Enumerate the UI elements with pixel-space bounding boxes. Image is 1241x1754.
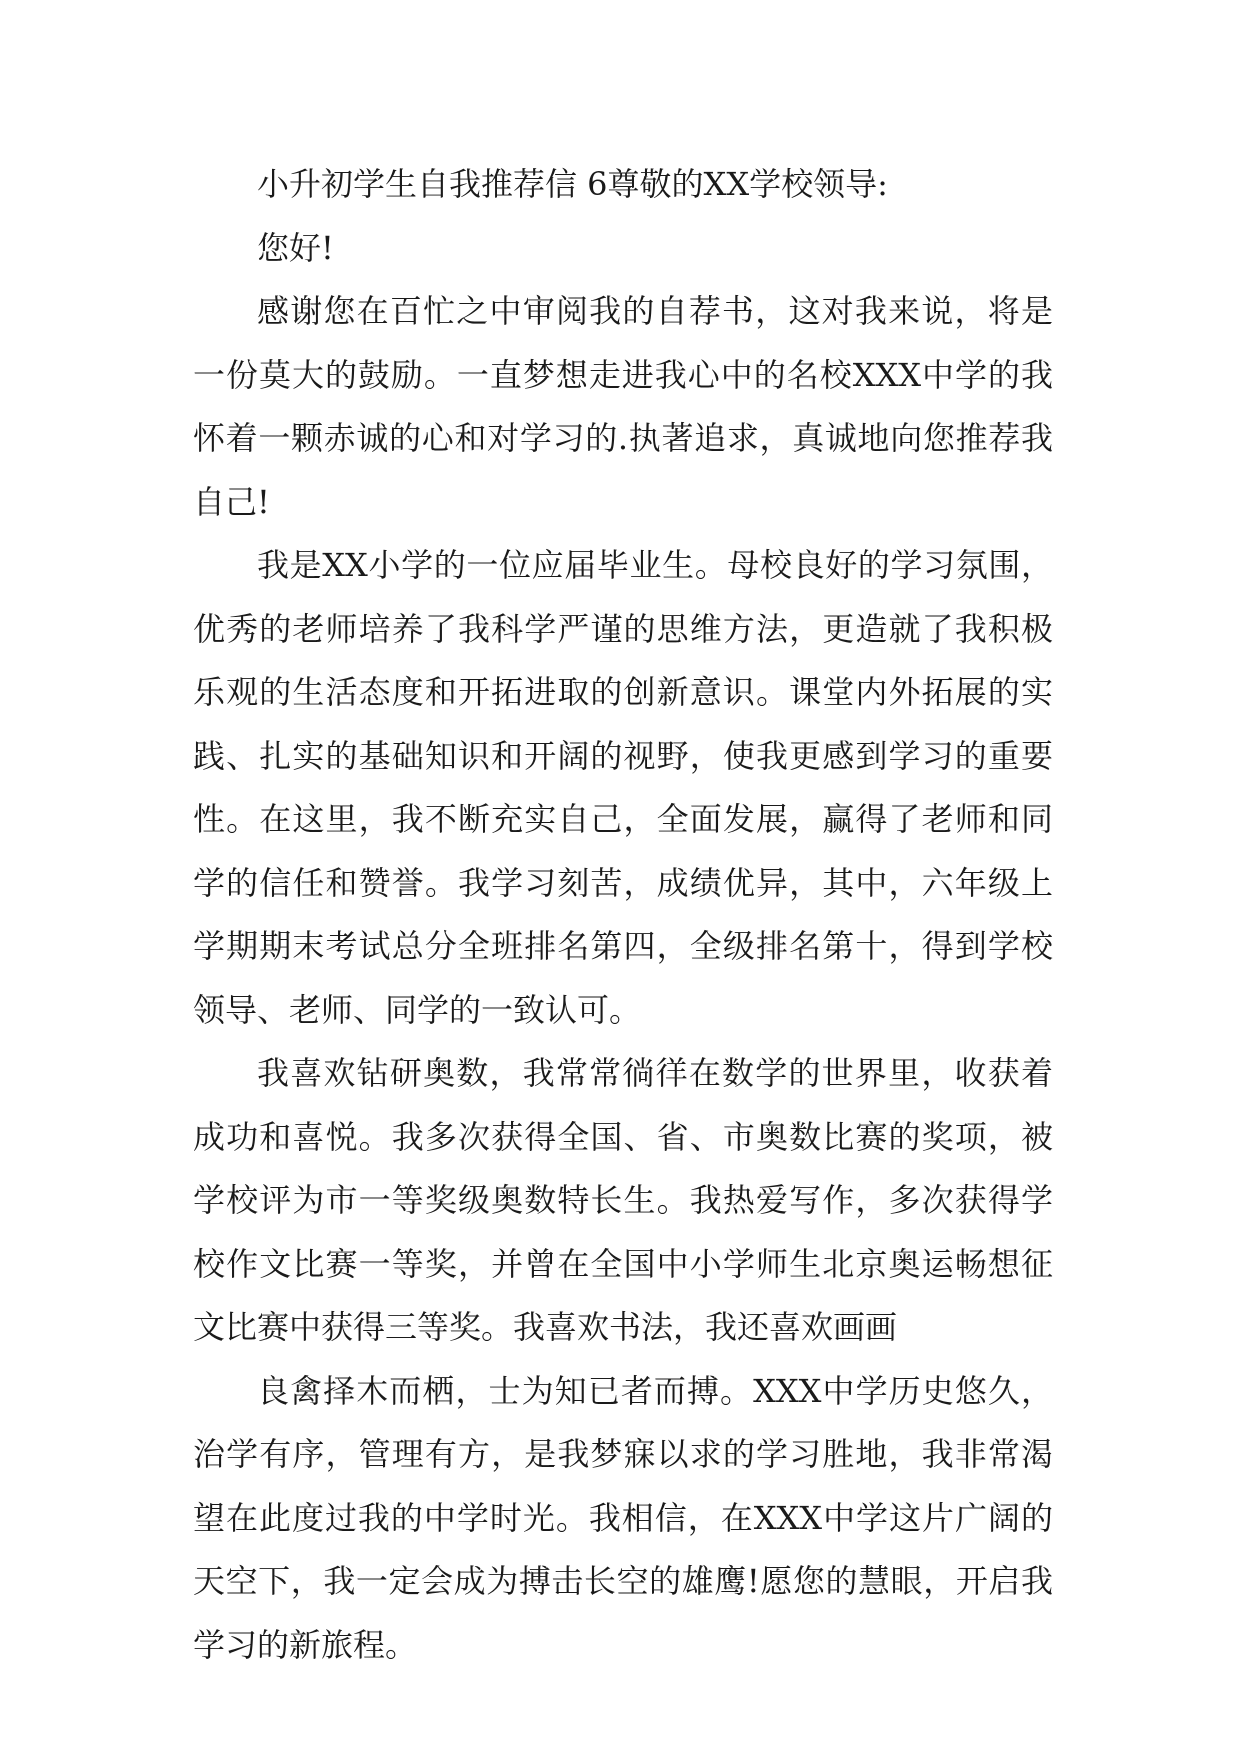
paragraph-thanks: 感谢您在百忙之中审阅我的自荐书，这对我来说，将是一份莫大的鼓励。一直梦想走进我心中的名校XXX中学的我怀着一颗赤诚的心和对学习的.执著追求，真诚地向您推荐我自己! <box>193 292 1053 521</box>
letter-body <box>193 153 1053 1677</box>
greeting: 您好! <box>257 228 334 267</box>
letter-heading: 小升初学生自我推荐信 6尊敬的XX学校领导: <box>257 165 888 203</box>
paragraph-closing: 良禽择木而栖，士为知已者而搏。XXX中学历史悠久，治学有序，管理有方，是我梦寐以求的学习胜地，我非常渴望在此度过我的中学时光。我相信，在XXX中学这片广阔的天空下，我一定会成为搏击长空的雄鹰!愿您的慧眼，开启我学习的新旅程。 <box>193 1371 1053 1664</box>
paragraph-background: 我是XX小学的一位应届毕业生。母校良好的学习氛围，优秀的老师培养了我科学严谨的思维方法，更造就了我积极乐观的生活态度和开拓进取的创新意识。课堂内外拓展的实践、扎实的基础知识和开阔的视野，使我更感到学习的重要性。在这里，我不断充实自己，全面发展，赢得了老师和同学的信任和赞誉。我学习刻苦，成绩优异，其中，六年级上学期期末考试总分全班排名第四，全级排名第十，得到学校领导、老师、同学的一致认可。 <box>193 546 1053 1029</box>
paragraph-achievements: 我喜欢钻研奥数，我常常徜徉在数学的世界里，收获着成功和喜悦。我多次获得全国、省、市奥数比赛的奖项，被学校评为市一等奖级奥数特长生。我热爱写作，多次获得学校作文比赛一等奖，并曾在全国中小学师生北京奥运畅想征文比赛中获得三等奖。我喜欢书法，我还喜欢画画 <box>193 1054 1053 1346</box>
